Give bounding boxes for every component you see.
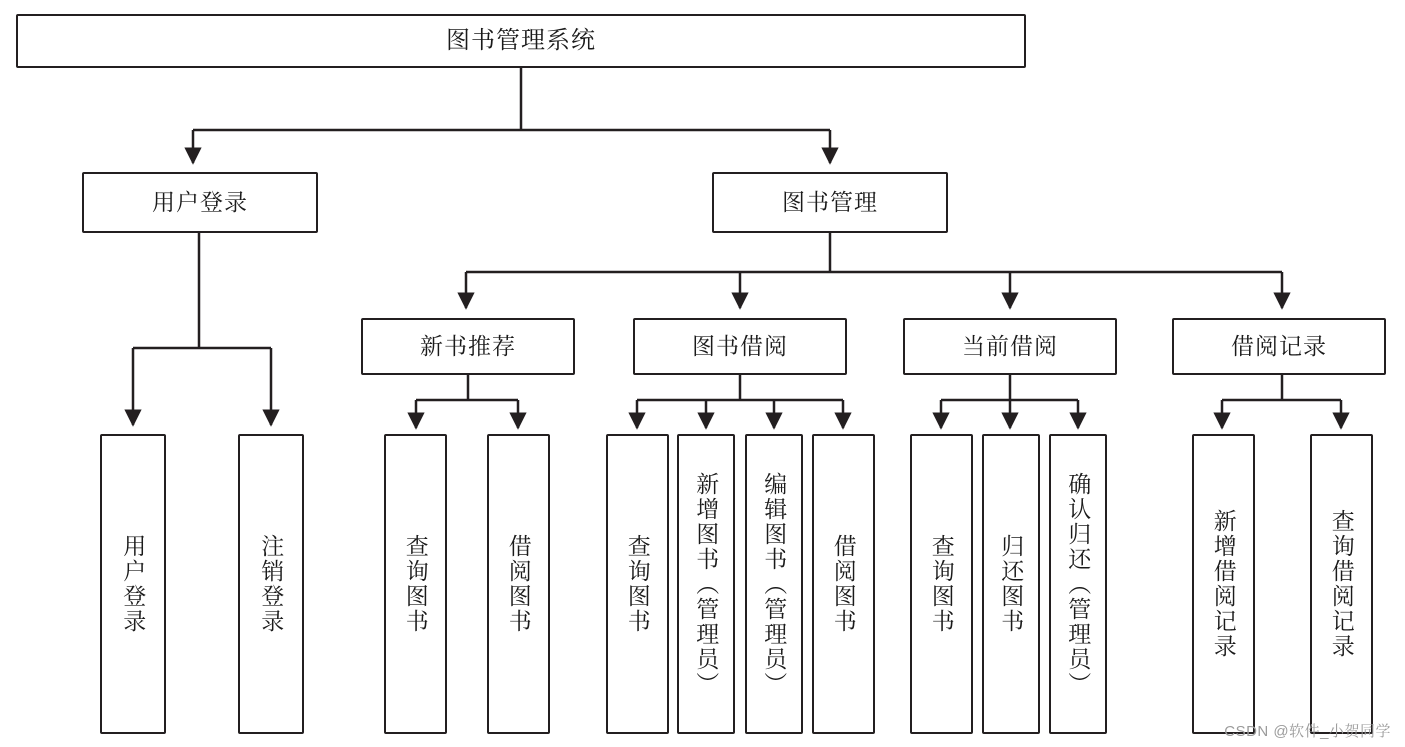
node-leaf-borrow-book-rec[interactable] xyxy=(487,434,550,734)
node-leaf-query-book-current-label: 查询图书 xyxy=(928,534,955,634)
node-leaf-user-login-label: 用户登录 xyxy=(120,534,147,634)
node-leaf-query-book-rec[interactable] xyxy=(384,434,447,734)
node-leaf-query-book-current[interactable] xyxy=(910,434,973,734)
node-leaf-query-book-rec-label: 查询图书 xyxy=(402,534,429,634)
node-leaf-user-login[interactable] xyxy=(100,434,166,734)
node-leaf-return-book[interactable] xyxy=(982,434,1040,734)
node-leaf-logout[interactable] xyxy=(238,434,304,734)
node-leaf-borrow-book-rec-label: 借阅图书 xyxy=(505,534,532,634)
node-book-manage[interactable] xyxy=(712,172,948,233)
watermark: CSDN @软件_小贺同学 xyxy=(1224,723,1391,740)
node-leaf-logout-label: 注销登录 xyxy=(258,534,285,634)
node-book-borrow-label: 图书借阅 xyxy=(692,333,788,360)
node-user-login[interactable] xyxy=(82,172,318,233)
node-leaf-edit-book-label: 编辑图书（管理员） xyxy=(761,471,788,697)
node-root[interactable] xyxy=(16,14,1026,68)
node-leaf-return-book-label: 归还图书 xyxy=(998,534,1025,634)
node-current-borrow-label: 当前借阅 xyxy=(962,333,1058,360)
node-leaf-add-borrow-record[interactable] xyxy=(1192,434,1255,734)
node-leaf-query-book-borrow-label: 查询图书 xyxy=(624,534,651,634)
node-leaf-add-book-label: 新增图书（管理员） xyxy=(693,471,720,697)
node-leaf-add-borrow-record-label: 新增借阅记录 xyxy=(1210,509,1237,659)
node-leaf-query-borrow-record-label: 查询借阅记录 xyxy=(1328,509,1355,659)
node-leaf-confirm-return-label: 确认归还（管理员） xyxy=(1065,471,1092,697)
node-leaf-borrow-book[interactable] xyxy=(812,434,875,734)
node-root-label: 图书管理系统 xyxy=(446,27,596,55)
node-leaf-edit-book[interactable] xyxy=(745,434,803,734)
node-leaf-confirm-return[interactable] xyxy=(1049,434,1107,734)
node-new-book-rec-label: 新书推荐 xyxy=(420,333,516,360)
node-borrow-record-label: 借阅记录 xyxy=(1231,333,1327,360)
node-book-borrow[interactable] xyxy=(633,318,847,375)
node-leaf-add-book[interactable] xyxy=(677,434,735,734)
node-borrow-record[interactable] xyxy=(1172,318,1386,375)
node-current-borrow[interactable] xyxy=(903,318,1117,375)
node-book-manage-label: 图书管理 xyxy=(782,189,878,216)
node-leaf-borrow-book-label: 借阅图书 xyxy=(830,534,857,634)
node-new-book-rec[interactable] xyxy=(361,318,575,375)
node-leaf-query-book-borrow[interactable] xyxy=(606,434,669,734)
node-leaf-query-borrow-record[interactable] xyxy=(1310,434,1373,734)
node-user-login-label: 用户登录 xyxy=(152,189,248,216)
